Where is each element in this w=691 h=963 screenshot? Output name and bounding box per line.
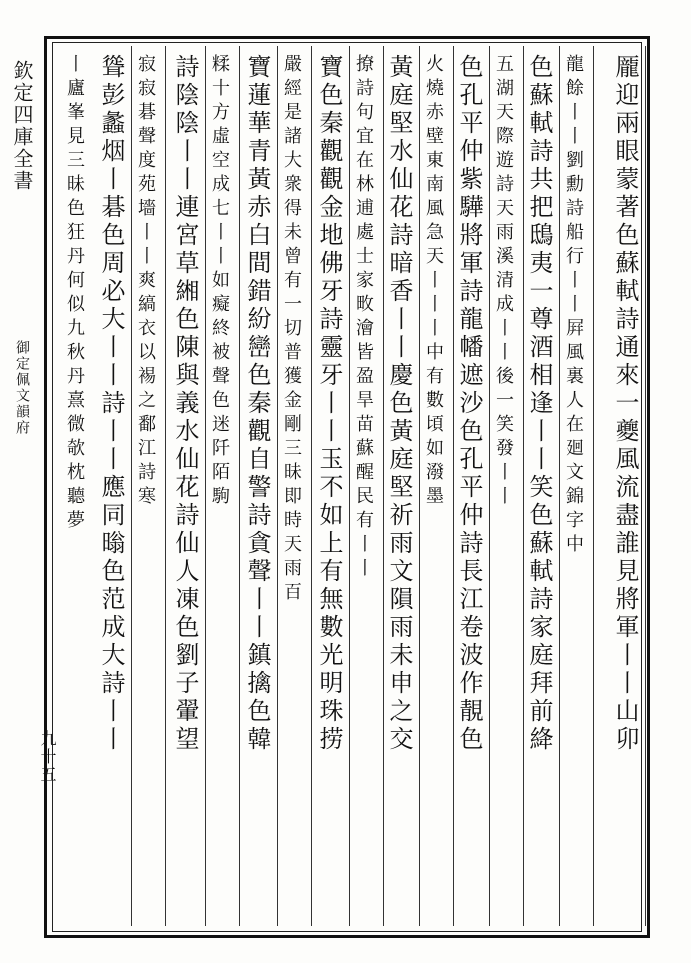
- text-column-5: [454, 46, 490, 926]
- column-text: 寶色秦觀觀金地佛牙詩靈牙丨丨玉不如上有無數光明珠捞: [315, 54, 343, 754]
- column-text: 五湖天際遊詩天雨溪清成丨丨後一笑發丨丨: [493, 54, 514, 510]
- text-column-8: [350, 46, 384, 926]
- text-column-3: [524, 46, 560, 926]
- column-text: 色蘇軾詩共把鴟夷一尊酒相逢丨丨笑色蘇軾詩家庭拜前絳: [525, 54, 553, 754]
- text-column-11: [240, 46, 278, 926]
- text-column-14: [132, 46, 166, 926]
- column-text: 嚴經是諸大衆得未曾有一切普獲金剛三昧即時天雨百: [281, 54, 302, 606]
- column-text: 詩陰陰丨丨連宮草緗色陳與義水仙花詩仙人凍色劉子翬望: [171, 54, 199, 754]
- column-text: 寶蓮華青黃赤白間錯紛巒色秦觀自警詩貪聲丨丨鎮擒色韓: [243, 54, 271, 754]
- column-text: 龍餘丨丨劉勳詩船行丨丨屛風裏人在廻文錦字中: [563, 54, 584, 558]
- margin-column: [8, 40, 38, 600]
- page-number: 九十五: [38, 730, 57, 784]
- text-column-7: [384, 46, 420, 926]
- column-text: 丨廬峯見三昧色狂丹何似九秋丹熹微欹枕聽夢: [64, 54, 85, 534]
- text-column-10: [278, 46, 312, 926]
- text-column-16: [56, 46, 94, 926]
- running-title: 欽定四庫全書: [10, 60, 34, 192]
- column-text: 黃庭堅水仙花詩暗香丨丨慶色黃庭堅祈雨文隕雨未申之交: [385, 54, 413, 754]
- column-text: 寂寂碁聲度苑墻丨丨爽縞衣以裼之鄱江詩寒: [135, 54, 156, 510]
- text-column-12: [206, 46, 240, 926]
- column-text: 火燒赤壁東南風急天丨丨丨中有數頃如潑墨: [423, 54, 444, 510]
- column-text: 色孔平仲紫驊將軍詩龍幡遮沙色孔平仲詩長江卷波作靚色: [455, 54, 483, 754]
- text-column-15: [94, 46, 132, 926]
- column-text: 撩詩句宜在林逋處士家畋澮皆盈旱苗蘇醒民有丨丨: [353, 54, 374, 582]
- text-column-13: [166, 46, 206, 926]
- book-title: 御定佩文韻府: [14, 340, 30, 436]
- text-column-6: [420, 46, 454, 926]
- text-column-4: [490, 46, 524, 926]
- column-text: 糅十方虛空成七丨丨如癡終被聲色迷阡陌駒: [209, 54, 230, 510]
- column-text: 聳彭蠡烟丨碁色周必大丨丨詩丨丨應同暡色范成大詩丨丨: [97, 54, 125, 754]
- text-column-9: [312, 46, 350, 926]
- column-text: 龎迎兩眼蒙著色蘇軾詩通來一夔風流盡誰見將軍丨丨山卯: [611, 54, 639, 754]
- text-column-1: [594, 46, 646, 926]
- text-column-2: [560, 46, 594, 926]
